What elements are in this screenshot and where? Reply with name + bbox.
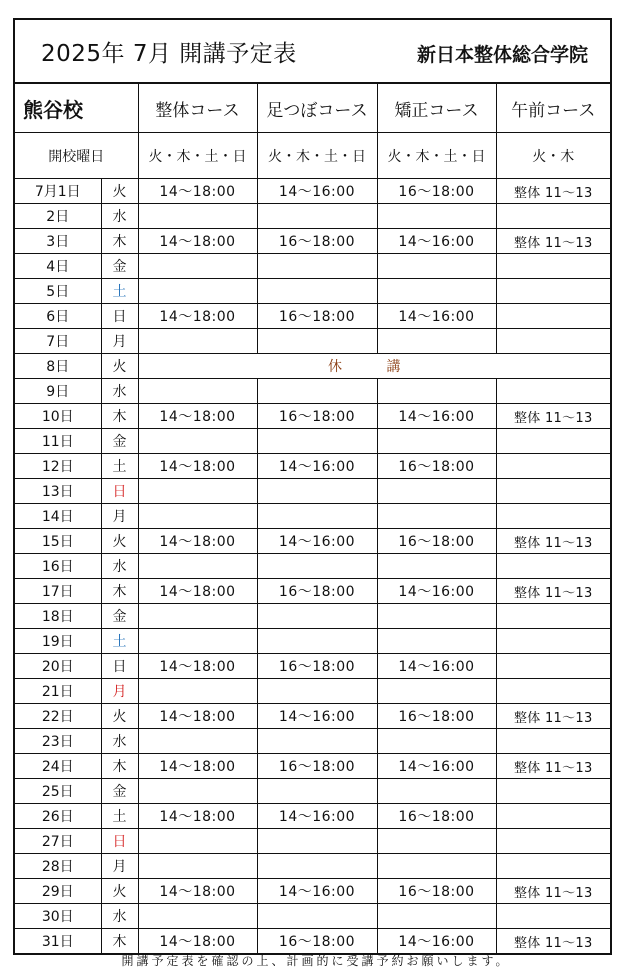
table-row [15,779,610,804]
cell-ashitsubo [257,904,377,929]
row-weekday: 火 [101,354,138,379]
row-date: 25日 [15,779,101,804]
cell-gozen [496,604,610,629]
cell-gozen: 整体 11～13 [496,579,610,604]
course-days-gozen: 火・木 [496,133,610,179]
row-weekday: 木 [101,754,138,779]
row-weekday: 火 [101,879,138,904]
table-row [15,879,610,904]
cell-seitai [138,504,257,529]
table-row [15,304,610,329]
cell-gozen: 整体 11～13 [496,229,610,254]
cell-ashitsubo [257,379,377,404]
cell-gozen [496,379,610,404]
row-date: 16日 [15,554,101,579]
course-days-ashitsubo: 火・木・土・日 [257,133,377,179]
row-date: 31日 [15,929,101,954]
table-row [15,679,610,704]
cell-kyousei [377,829,496,854]
row-weekday: 木 [101,579,138,604]
cell-gozen [496,204,610,229]
cell-gozen: 整体 11～13 [496,754,610,779]
row-weekday: 金 [101,604,138,629]
row-weekday: 土 [101,279,138,304]
cell-ashitsubo [257,329,377,354]
course-days-seitai: 火・木・土・日 [138,133,257,179]
cell-gozen [496,329,610,354]
cell-ashitsubo: 16～18:00 [257,404,377,429]
row-date: 22日 [15,704,101,729]
cell-kyousei: 14～16:00 [377,929,496,954]
cell-gozen [496,804,610,829]
cell-kyousei: 14～16:00 [377,229,496,254]
row-date: 7月1日 [15,179,101,204]
cell-seitai [138,429,257,454]
table-row [15,204,610,229]
table-row [15,704,610,729]
cell-ashitsubo [257,429,377,454]
row-date: 20日 [15,654,101,679]
cell-gozen [496,304,610,329]
course-header-row [15,84,610,133]
cell-seitai [138,604,257,629]
cell-kyousei [377,604,496,629]
table-row [15,729,610,754]
cell-gozen: 整体 11～13 [496,404,610,429]
schedule-table [15,84,610,953]
cell-gozen [496,629,610,654]
row-weekday: 日 [101,654,138,679]
cell-kyousei: 14～16:00 [377,754,496,779]
cell-kyousei [377,379,496,404]
cell-ashitsubo [257,479,377,504]
cell-ashitsubo: 16～18:00 [257,929,377,954]
cell-kyousei: 16～18:00 [377,804,496,829]
cell-seitai [138,329,257,354]
cell-ashitsubo: 14～16:00 [257,879,377,904]
row-weekday: 木 [101,404,138,429]
row-weekday: 水 [101,379,138,404]
cell-seitai: 14～18:00 [138,454,257,479]
cell-seitai [138,679,257,704]
row-date: 12日 [15,454,101,479]
table-row [15,754,610,779]
cell-ashitsubo: 16～18:00 [257,304,377,329]
footer-note: 開講予定表を確認の上、計画的に受講予約お願いします。 [121,954,511,968]
cell-gozen [496,479,610,504]
table-row [15,479,610,504]
cell-seitai: 14～18:00 [138,879,257,904]
row-date: 6日 [15,304,101,329]
table-row [15,179,610,204]
row-date: 29日 [15,879,101,904]
course-name-kyousei: 矯正コース [377,84,496,133]
table-row [15,529,610,554]
row-date: 2日 [15,204,101,229]
table-row [15,504,610,529]
cell-ashitsubo: 16～18:00 [257,754,377,779]
cell-seitai [138,779,257,804]
course-name-gozen: 午前コース [496,84,610,133]
cell-ashitsubo [257,254,377,279]
cell-ashitsubo [257,679,377,704]
schedule-sheet [13,18,612,955]
cell-kyousei [377,479,496,504]
cell-kyousei: 16～18:00 [377,454,496,479]
cell-ashitsubo: 14～16:00 [257,454,377,479]
table-row [15,579,610,604]
row-date: 18日 [15,604,101,629]
cell-seitai: 14～18:00 [138,529,257,554]
table-row [15,454,610,479]
row-date: 17日 [15,579,101,604]
row-date: 10日 [15,404,101,429]
row-date: 8日 [15,354,101,379]
cell-kyousei [377,554,496,579]
cell-seitai: 14～18:00 [138,229,257,254]
table-row [15,279,610,304]
cell-gozen [496,829,610,854]
cell-seitai: 14～18:00 [138,404,257,429]
cell-seitai [138,854,257,879]
cell-gozen [496,429,610,454]
cell-ashitsubo [257,504,377,529]
row-weekday: 土 [101,454,138,479]
cell-kyousei [377,854,496,879]
row-weekday: 月 [101,679,138,704]
cell-ashitsubo [257,604,377,629]
open-days-label: 開校曜日 [15,133,138,179]
cell-gozen: 整体 11～13 [496,529,610,554]
row-date: 28日 [15,854,101,879]
cell-gozen [496,254,610,279]
cell-kyousei: 14～16:00 [377,404,496,429]
row-date: 4日 [15,254,101,279]
cell-seitai: 14～18:00 [138,579,257,604]
row-weekday: 日 [101,479,138,504]
cell-seitai [138,204,257,229]
cell-gozen: 整体 11～13 [496,704,610,729]
cell-ashitsubo [257,279,377,304]
cell-seitai [138,379,257,404]
cell-kyousei [377,329,496,354]
row-weekday: 土 [101,804,138,829]
cell-seitai [138,479,257,504]
cell-kyousei: 14～16:00 [377,579,496,604]
cell-gozen [496,279,610,304]
row-date: 27日 [15,829,101,854]
cell-seitai: 14～18:00 [138,929,257,954]
cell-gozen [496,679,610,704]
cell-ashitsubo: 14～16:00 [257,179,377,204]
page-title: 2025年 7月 開講予定表 [41,41,297,67]
cell-seitai: 14～18:00 [138,754,257,779]
cell-ashitsubo [257,829,377,854]
campus-name: 熊谷校 [15,84,138,133]
cell-ashitsubo: 16～18:00 [257,654,377,679]
cell-kyousei: 16～18:00 [377,179,496,204]
cell-gozen: 整体 11～13 [496,929,610,954]
open-days-row [15,133,610,179]
table-row [15,654,610,679]
cell-seitai [138,829,257,854]
row-date: 5日 [15,279,101,304]
row-weekday: 金 [101,779,138,804]
cell-seitai: 14～18:00 [138,179,257,204]
cell-gozen [496,779,610,804]
cell-ashitsubo: 16～18:00 [257,579,377,604]
row-weekday: 水 [101,554,138,579]
cell-kyousei: 14～16:00 [377,304,496,329]
cell-ashitsubo [257,204,377,229]
cell-gozen: 整体 11～13 [496,179,610,204]
cell-kyousei [377,204,496,229]
row-weekday: 水 [101,904,138,929]
row-date: 19日 [15,629,101,654]
cell-seitai [138,904,257,929]
row-weekday: 木 [101,229,138,254]
cell-ashitsubo: 16～18:00 [257,229,377,254]
cell-kyousei: 16～18:00 [377,529,496,554]
row-weekday: 火 [101,704,138,729]
cell-ashitsubo: 14～16:00 [257,704,377,729]
row-weekday: 水 [101,729,138,754]
table-row [15,604,610,629]
course-name-seitai: 整体コース [138,84,257,133]
cell-kyousei: 16～18:00 [377,704,496,729]
row-date: 3日 [15,229,101,254]
cell-ashitsubo [257,629,377,654]
table-row [15,329,610,354]
row-date: 23日 [15,729,101,754]
cell-seitai: 14～18:00 [138,704,257,729]
cell-seitai [138,279,257,304]
table-row [15,829,610,854]
row-date: 7日 [15,329,101,354]
cell-kyousei [377,504,496,529]
table-row [15,354,610,379]
cell-kyousei: 14～16:00 [377,654,496,679]
cell-gozen [496,454,610,479]
row-weekday: 土 [101,629,138,654]
row-date: 14日 [15,504,101,529]
cell-gozen [496,904,610,929]
cell-gozen [496,504,610,529]
cell-gozen [496,554,610,579]
row-weekday: 月 [101,329,138,354]
cell-ashitsubo: 14～16:00 [257,529,377,554]
table-row [15,554,610,579]
row-date: 24日 [15,754,101,779]
table-row [15,854,610,879]
cell-seitai: 14～18:00 [138,804,257,829]
row-weekday: 金 [101,254,138,279]
cell-gozen [496,854,610,879]
row-weekday: 月 [101,504,138,529]
cell-kyousei [377,904,496,929]
cell-kyousei [377,279,496,304]
row-weekday: 月 [101,854,138,879]
table-row [15,929,610,954]
cell-kyousei [377,779,496,804]
row-weekday: 日 [101,829,138,854]
row-weekday: 火 [101,529,138,554]
cell-seitai [138,729,257,754]
row-date: 11日 [15,429,101,454]
row-weekday: 水 [101,204,138,229]
course-days-kyousei: 火・木・土・日 [377,133,496,179]
row-weekday: 木 [101,929,138,954]
table-row [15,629,610,654]
cell-seitai [138,554,257,579]
row-date: 30日 [15,904,101,929]
cell-gozen: 整体 11～13 [496,879,610,904]
cell-kyousei [377,629,496,654]
row-weekday: 火 [101,179,138,204]
school-name: 新日本整体総合学院 [416,44,588,66]
row-weekday: 日 [101,304,138,329]
row-date: 13日 [15,479,101,504]
table-row [15,379,610,404]
cell-kyousei [377,429,496,454]
row-date: 21日 [15,679,101,704]
cell-ashitsubo [257,554,377,579]
cell-seitai: 14～18:00 [138,304,257,329]
cell-ashitsubo [257,779,377,804]
cell-seitai [138,629,257,654]
cell-ashitsubo [257,854,377,879]
table-row [15,904,610,929]
table-row [15,254,610,279]
cell-seitai [138,254,257,279]
cell-kyousei [377,254,496,279]
cell-gozen [496,729,610,754]
cell-ashitsubo [257,729,377,754]
cell-kyousei [377,679,496,704]
row-date: 15日 [15,529,101,554]
row-weekday: 金 [101,429,138,454]
row-date: 26日 [15,804,101,829]
title-bar [15,20,610,84]
closed-notice: 休 講 [138,354,610,379]
table-row [15,429,610,454]
row-date: 9日 [15,379,101,404]
cell-seitai: 14～18:00 [138,654,257,679]
table-row [15,804,610,829]
course-name-ashitsubo: 足つぼコース [257,84,377,133]
cell-kyousei [377,729,496,754]
cell-kyousei: 16～18:00 [377,879,496,904]
table-row [15,229,610,254]
table-row [15,404,610,429]
cell-ashitsubo: 14～16:00 [257,804,377,829]
cell-gozen [496,654,610,679]
